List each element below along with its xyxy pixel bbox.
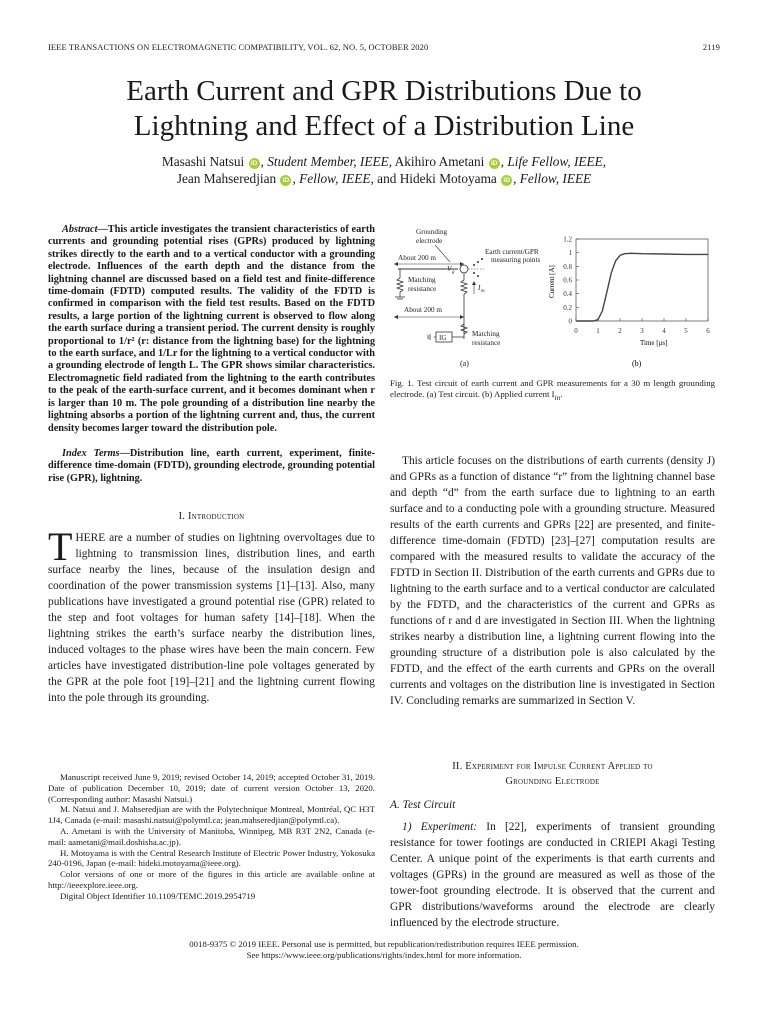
author-role: Student Member, IEEE [267,154,389,169]
label-grounding-electrode: Grounding [416,228,448,236]
section-heading-experiment: II. Experiment for Impulse Current Applied to Grounding Electrode [452,760,653,787]
x-axis-label: Time [μs] [640,339,668,347]
svg-text:m: m [481,289,485,294]
test-circuit-diagram [394,228,541,368]
right-column [390,224,715,931]
figure-1 [390,224,715,369]
orcid-icon[interactable]: iD [280,175,291,186]
footnote-doi: Digital Object Identifier 10.1109/TEMC.2019.2954719 [60,890,256,901]
orcid-icon[interactable]: iD [489,158,500,169]
label-matching-resistance-1: Matching [408,276,436,284]
label-matching-resistance-2: Matching [472,330,500,338]
svg-text:IG: IG [439,334,447,342]
x-tick-label: 1 [596,327,600,335]
svg-text:resistance: resistance [408,285,437,293]
introduction-text: are a number of studies on lightning overvoltages due to lightning to transmission lines, distribution lines, and earth surface nearby the lines, because of the insulation design and coordination of the power transmission systems [1]–[13]. Also, many publications have investigated a ground potential rise (GPR) related to the step and foot voltages for human safety [14]–[18]. When the lightning strikes the earth’s surface nearby the distribution lines, induced voltages to the phase wires have been the main concern. Few articles have investigated distribution-line pole voltages generated by the GPR at the pole foot [19]–[21] and the lightning current flowing into the pole through its grounding. [48,532,375,705]
label-about-200m-bottom: About 200 m [404,306,442,314]
author-name: Hideki Motoyama [399,171,497,186]
orcid-icon[interactable]: iD [249,158,260,169]
x-tick-label: 2 [618,327,622,335]
x-tick-label: 4 [662,327,666,335]
author-name: Jean Mahseredjian [176,171,277,186]
footnotes [48,772,375,902]
index-terms [48,448,375,485]
y-tick-label: 0.8 [563,262,572,271]
title-line-1: Earth Current and GPR Distributions Due to [126,75,642,107]
left-column [48,224,375,706]
index-terms-label: Index Terms [62,447,120,459]
x-tick-label: 0 [574,327,578,335]
svg-text:I: I [478,284,481,292]
experiment-paragraph: 1) Experiment: In [22], experiments of transient grounding resistance for tower footings are conducted in CRIEPI Akagi Testing Center. A unique point of the experiments is that earth currents and voltages (GPRs) in the ground are measured as well as those of the tower-foot grounding electrode. It is observed that the current and GPR distributions/waveforms around the electrode are clearly influenced by the electrode structure. [390,820,715,929]
y-tick-label: 0 [568,317,572,326]
subsection-heading-test-circuit: A. Test Circuit [390,798,456,811]
author-role: Fellow, IEEE [299,171,371,186]
x-tick-label: 6 [706,327,710,335]
label-about-200m-top: About 200 m [398,254,436,262]
lead-word: HERE [75,532,106,545]
drop-cap: T [48,524,73,570]
author-role: Fellow, IEEE [519,171,592,186]
current-waveform-line [576,253,708,321]
x-tick-label: 3 [640,327,644,335]
running-header [48,42,720,56]
svg-text:electrode: electrode [416,237,443,245]
footnote-manuscript: Manuscript received June 9, 2019; revised October 14, 2019; accepted October 31, 2019. Date of publication December 10, 2019; date of current version October 13, 2020. (Corresponding author: Masashi Natsui.) [48,772,375,804]
copyright-footer [48,939,720,961]
footnote-affiliation-3: H. Motoyama is with the Central Research Institute of Electric Power Industry, Yokosuka 240-0196, Japan (e-mail: hideki.motoyama@ieee.org). [48,847,375,869]
x-tick-label: 5 [684,327,688,335]
y-tick-label: 0.6 [563,276,572,285]
author-name: Akihiro Ametani [394,154,485,169]
intro-continuation-paragraph: This article focuses on the distributions of earth currents (density J) and GPRs as a function of distance “r” from the lightning channel base and depth “d” from the earth surface due to lightning to an earth surface and to a conducting pole with a grounding structure. Measured results of the earth currents and GPRs [22] are presented, and finite-difference time-domain (FDTD) [23]–[27] computation results are compared with the measured results to validate the accuracy of the FDTD in Section II. Distribution of the earth currents and GPRs due to lightning to the earth surface and to a vertical conductor are calculated by the FDTD, and the characteristics of the current and GPRs as functions of r and d are investigated in Section III. When the lightning strikes nearby a distribution line, a lightning current flowing into the grounding structure of a distribution pole is also calculated by the FDTD, and the effect of the earth currents and GPRs on the overall currents and voltages on the distribution line is investigated in Section IV. Concluding remarks are summarized in Section V. [390,454,715,707]
abstract-label: Abstract [62,224,98,235]
page-number: 2119 [702,42,720,52]
y-tick-label: 1 [568,249,572,258]
author-name: Masashi Natsui [161,154,245,169]
svg-text:resistance: resistance [472,339,501,347]
footnote-color: Color versions of one or more of the figures in this article are available online at http://ieeexplore.ieee.org. [48,869,375,890]
abstract-text: —This article investigates the transient characteristics of earth currents and grounding potential rises (GPRs) produced by lightning strikes directly to the earth and to a vertical conductor with a grounding electrode. Influences of the earth depth and the distance from the lightning channel are discussed based on a field test and finite-difference time-domain (FDTD) computed results. The validity of the FDTD is confirmed in comparison with the field test results. Based on the FDTD results, a large portion of the lightning current is observed to flow along the earth surface during a transient period. The current density is roughly proportional to 1/r² (r: distance from the lightning base) for the lightning to the earth surface, and 1/Lr for the lightning to a vertical conductor with a grounding electrode of length L. The GPR shows similar characteristics. Electromagnetic field radiated from the lightning to the earth contributes to the peak of the earth-surface current, and it becomes dominant when r is larger than 10 m. The pole grounding of a distribution line nearby the lightning absorbs a portion of the lightning current and, thus, the current density becomes larger toward the distribution pole. [48,224,375,434]
introduction-paragraph [48,524,375,706]
y-tick-label: 0.2 [563,303,572,312]
figure-1-caption: Fig. 1. Test circuit of earth current and GPR measurements for a 30 m length grounding electrode. (a) Test circuit. (b) Applied current $I_{in}$. [390,378,715,402]
svg-text:g: g [452,270,455,275]
section-heading-introduction: I. Introduction [178,511,245,523]
index-terms-text: —Distribution line, earth current, experiment, finite-difference time-domain (FDTD), grounding electrode, grounding potential rise (GPR), lightning. [48,447,375,484]
title-line-2: Lightning and Effect of a Distribution Line [133,110,635,142]
plot-frame [576,239,708,321]
label-measuring-points: Earth current/GPR [485,248,539,256]
author-list: Masashi Natsui iD , Student Member, IEEE, Akihiro Ametani iD , Life Fellow, IEEE, Jean Mahseredjian iD , Fellow, IEEE, and Hideki Motoyama iD , Fellow, IEEE [161,154,607,186]
orcid-icon[interactable]: iD [501,175,512,186]
applied-current-plot [548,236,710,369]
paper-title [60,74,708,144]
copyright-line: 0018-9375 © 2019 IEEE. Personal use is permitted, but republication/redistribution requires IEEE permission. [189,939,579,949]
svg-text:V: V [447,265,452,273]
y-axis-label: Current [A] [548,265,556,298]
svg-text:measuring points: measuring points [491,256,541,264]
rights-url-line: See https://www.ieee.org/publications/rights/index.html for more information. [246,950,522,960]
author-role: Life Fellow, IEEE [507,154,603,169]
y-tick-label: 1.2 [563,235,572,244]
y-tick-label: 0.4 [563,290,572,299]
abstract [48,224,375,435]
figure-1-graphic [390,224,715,369]
subfigure-label-a: (a) [460,359,469,368]
subfigure-label-b: (b) [632,359,642,368]
footnote-affiliation-2: A. Ametani is with the University of Manitoba, Winnipeg, MB R3T 2N2, Canada (e-mail: aametani@mail.doshisha.ac.jp). [48,825,375,847]
journal-name: IEEE TRANSACTIONS ON ELECTROMAGNETIC COMPATIBILITY, VOL. 62, NO. 5, OCTOBER 2020 [48,42,429,52]
paragraph-label: 1) Experiment: [402,820,478,833]
footnote-affiliation-1: M. Natsui and J. Mahseredjian are with the Polytechnique Montreal, Montréal, QC H3T 1J4, Canada (e-mail: masashi.natsui@polymtl.ca; jean.mahseredjian@polymtl.ca). [48,804,375,826]
